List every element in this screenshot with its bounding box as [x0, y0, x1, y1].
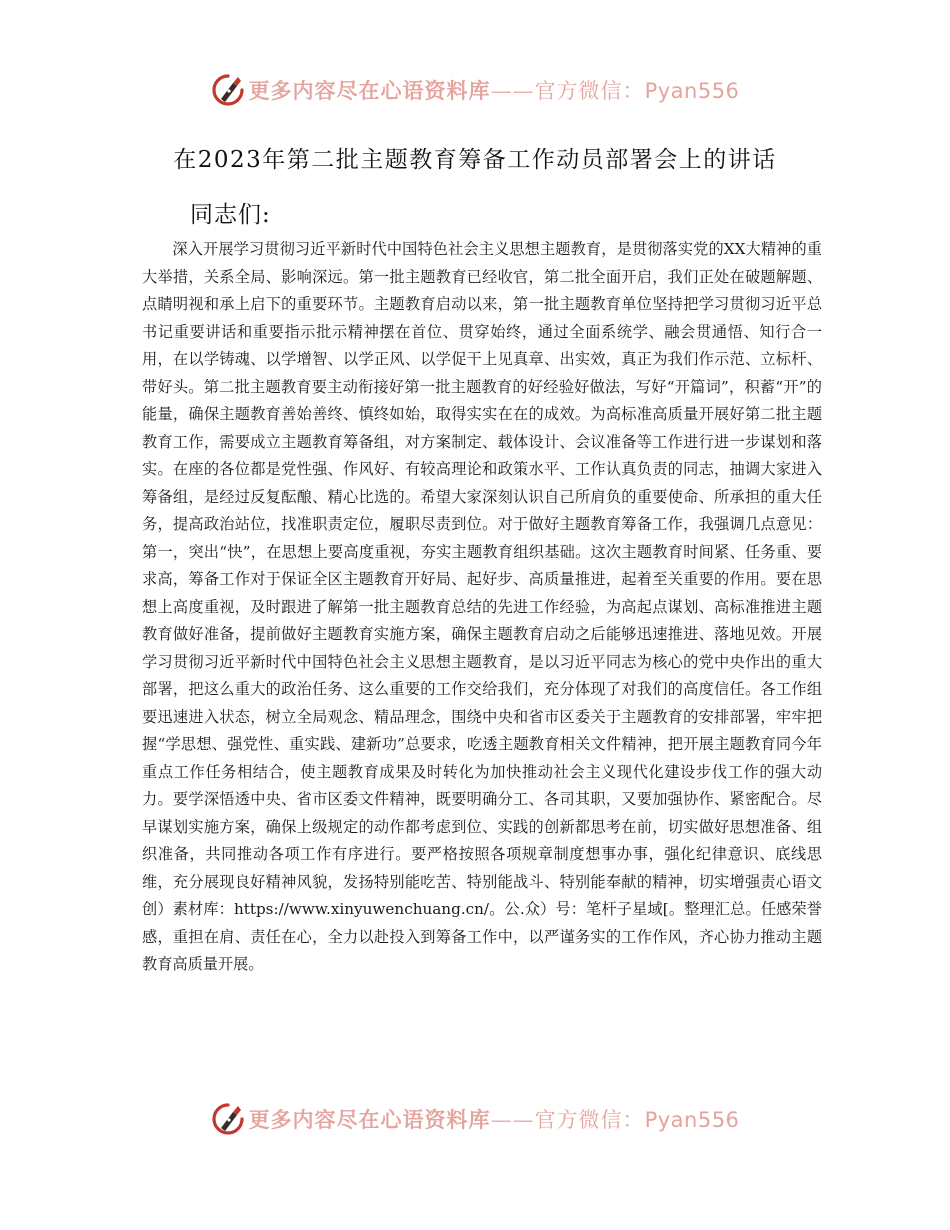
- banner-text: [249, 1104, 740, 1134]
- document-title: 在2023年第二批主题教育筹备工作动员部署会上的讲话: [173, 147, 777, 173]
- banner-account: Pyan556: [644, 79, 740, 103]
- header-banner: [0, 70, 950, 110]
- banner-wechat-label: 官方微信：: [534, 79, 645, 103]
- body-paragraph: 深入开展学习贯彻习近平新时代中国特色社会主义思想主题教育，是贯彻落实党的XX大精神的重大举措，关系全局、影响深远。第一批主题教育已经收官，第二批全面开启，我们正处在破题解题、点睛明视和承上启下的重要环节。主题教育启动以来，第一批主题教育单位坚持把学习贯彻习近平总书记重要讲话和重要指示批示精神摆在首位、贯穿始终，通过全面系统学、融会贯通悟、知行合一用，在以学铸魂、以学增智、以学正风、以学促干上见真章、出实效，真正为我们作示范、立标杆、带好头。第二批主题教育要主动衔接好第一批主题教育的好经验好做法，写好“开篇词”，积蓄“开”的能量，确保主题教育善始善终、慎终如始，取得实实在在的成效。为高标准高质量开展好第二批主题教育工作，需要成立主题教育筹备组，对方案制定、载体设计、会议准备等工作进行进一步谋划和落实。在座的各位都是党性强、作风好、有较高理论和政策水平、工作认真负责的同志，抽调大家进入筹备组，是经过反复酝酿、精心比选的。希望大家深刻认识自己所肩负的重要使命、所承担的重大任务，提高政治站位，找准职责定位，履职尽责到位。对于做好主题教育筹备工作，我强调几点意见：第一，突出“快”，在思想上要高度重视，夯实主题教育组织基础。这次主题教育时间紧、任务重、要求高，筹备工作对于保证全区主题教育开好局、起好步、高质量推进，起着至关重要的作用。要在思想上高度重视，及时跟进了解第一批主题教育总结的先进工作经验，为高起点谋划、高标准推进主题教育做好准备，提前做好主题教育实施方案，确保主题教育启动之后能够迅速推进、落地见效。开展学习贯彻习近平新时代中国特色社会主义思想主题教育，是以习近平同志为核心的党中央作出的重大部署，把这么重大的政治任务、这么重要的工作交给我们，充分体现了对我们的高度信任。各工作组要迅速进入状态，树立全局观念、精品理念，围绕中央和省市区委关于主题教育的安排部署，牢牢把握“学思想、强党性、重实践、建新功”总要求，吃透主题教育相关文件精神，把开展主题教育同今年重点工作任务相结合，使主题教育成果及时转化为加快推动社会主义现代化建设步伐工作的强大动力。要学深悟透中央、省市区委文件精神，既要明确分工、各司其职，又要加强协作、紧密配合。尽早谋划实施方案，确保上级规定的动作都考虑到位、实践的创新都思考在前，切实做好思想准备、组织准备，共同推动各项工作有序进行。要严格按照各项规章制度想事办事，强化纪律意识、底线思维，充分展现良好精神风貌，发扬特别能吃苦、特别能战斗、特别能奉献的精神，切实增强责心语文创）素材库：https://www.xinyuwenchuang.cn/。公.众）号：笔杆子星域[。整理汇总。任感荣誉感，重担在肩、责任在心，全力以赴投入到筹备工作中，以严谨务实的工作作风，齐心协力推动主题教育高质量开展。: [142, 240, 822, 973]
- salutation: 同志们:: [190, 202, 271, 228]
- banner-slogan: 更多内容尽在心语资料库: [248, 79, 491, 103]
- banner-wechat-label: 官方微信：: [534, 1108, 645, 1132]
- footer-banner: [0, 1099, 950, 1139]
- pen-nib-logo-icon: [211, 73, 245, 107]
- banner-account: Pyan556: [644, 1108, 740, 1132]
- pen-nib-logo-icon: [211, 1102, 245, 1136]
- banner-separator: ——: [490, 1108, 535, 1132]
- banner-separator: ——: [490, 79, 535, 103]
- banner-slogan: 更多内容尽在心语资料库: [248, 1108, 491, 1132]
- banner-text: [249, 75, 740, 105]
